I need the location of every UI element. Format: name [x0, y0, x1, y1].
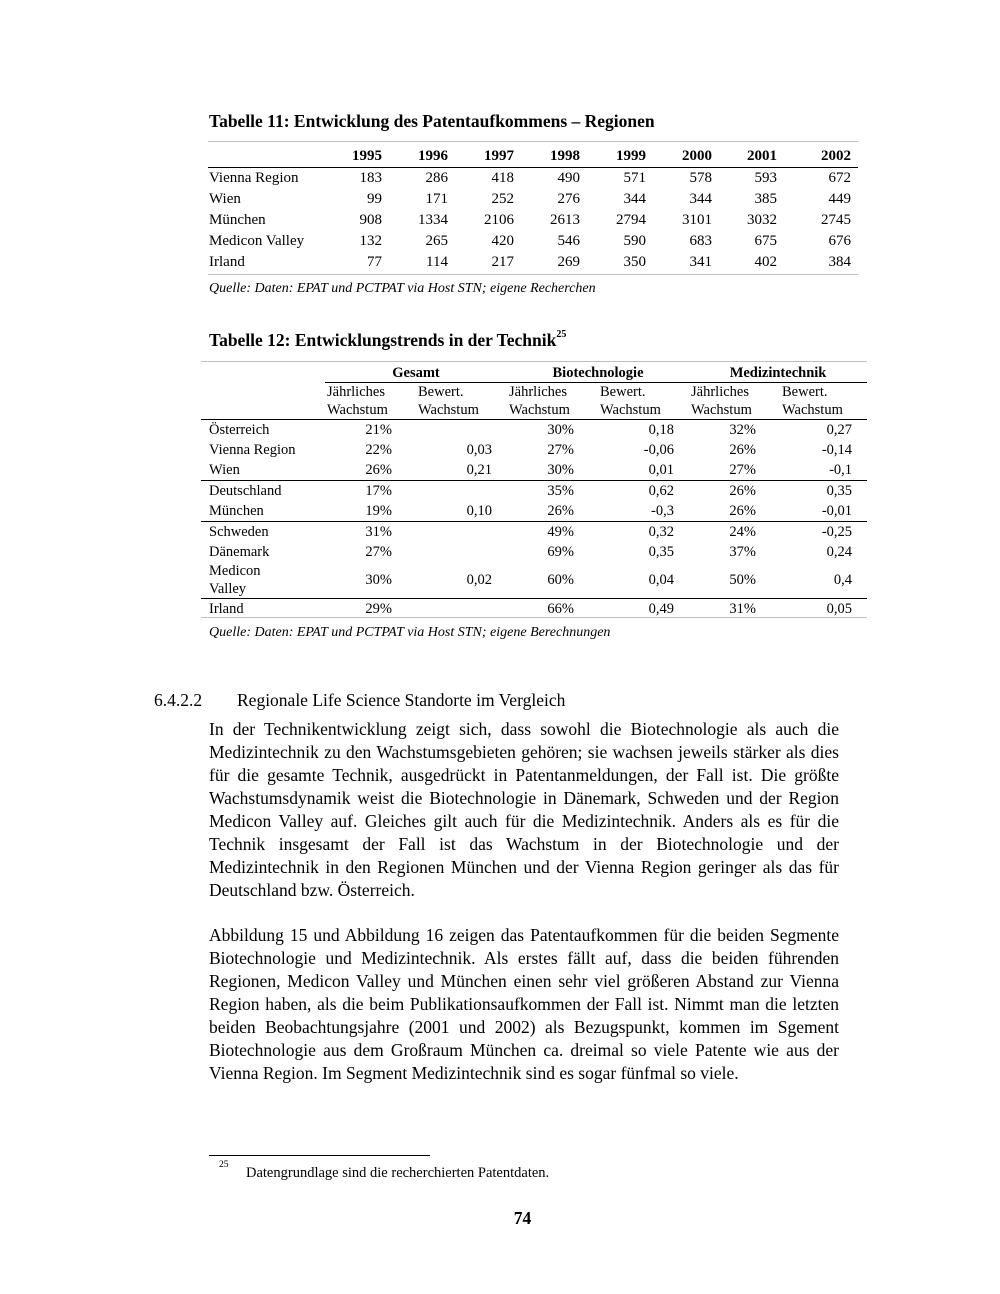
table12-row-label: Irland	[201, 599, 325, 620]
table12-group-header: Gesamt	[325, 364, 507, 383]
table11	[208, 146, 858, 273]
table12-cell: 49%	[507, 522, 598, 543]
table11-cell: 683	[689, 233, 712, 249]
table12-subheader: Wachstum	[598, 401, 689, 420]
table-row	[208, 231, 858, 252]
table12-cell: 0,02	[466, 572, 493, 588]
table12-cell	[416, 420, 507, 441]
table12-subheader: Bewert.	[600, 384, 646, 400]
table-row	[201, 501, 867, 522]
table12-cell: 37%	[729, 544, 757, 560]
table11-cell: 590	[623, 233, 646, 249]
table12-subheader: Jährliches	[691, 384, 749, 400]
table12-cell: 21%	[365, 422, 392, 438]
table11-cell: 2794	[616, 212, 646, 228]
table12-group-header: Biotechnologie	[507, 364, 689, 383]
footnote-reference: 25	[556, 329, 567, 341]
table12-cell: 0,04	[648, 572, 675, 588]
table11-bottom-rule	[208, 274, 858, 275]
table12-cell: -0,14	[821, 442, 853, 458]
table11-row-label: Medicon Valley	[209, 233, 305, 249]
table12-cell: 32%	[729, 422, 757, 438]
table-row	[201, 420, 867, 441]
table11-cell: 183	[359, 170, 382, 186]
table12-row-label: Deutschland	[201, 481, 325, 502]
table11-row-label: Irland	[209, 254, 245, 270]
table12-row-label-line: Medicon	[209, 563, 261, 579]
table12-subheader-row	[201, 401, 867, 420]
table12-group-header-row	[201, 364, 867, 383]
table12-cell: 26%	[689, 481, 780, 502]
section-number: 6.4.2.2	[154, 690, 203, 710]
footnote-number: 25	[219, 1160, 229, 1170]
table12-cell	[416, 522, 507, 543]
table12-bottom-rule	[201, 617, 867, 618]
table12-cell: 22%	[365, 442, 392, 458]
table11-cell: 402	[754, 254, 777, 270]
table11-cell: 3101	[682, 212, 712, 228]
table12-row-label: München	[209, 503, 264, 519]
table12-cell: 26%	[365, 462, 392, 478]
table12-subheader: Wachstum	[416, 401, 507, 420]
body-paragraph: Abbildung 15 und Abbildung 16 zeigen das Patentaufkommen für die beiden Segmente Biotechnologie und Medizintechnik. Als erstes fällt auf, dass die beiden führenden Regionen, Medicon Valley und München einen sehr viel größeren Abstand zur Vienna Region haben, als die beim Publikationsaufkommen der Fall ist. Nimmt man die letzten beiden Beobachtungsjahre (2001 und 2002) als Bezugspunkt, kommen im Sgement Biotechnologie aus dem Großraum München ca. dreimal so viele Patente wie aus der Vienna Region. Im Segment Medizintechnik sind es sogar fünfmal so viele.	[209, 925, 839, 1083]
table11-cell: 420	[491, 233, 514, 249]
table12-corner-cell	[201, 401, 325, 420]
table11-year-header: 2002	[784, 146, 858, 168]
table12-cell: 30%	[547, 422, 575, 438]
table-row	[208, 168, 858, 190]
table12-cell: 29%	[325, 599, 416, 620]
table12-subheader: Wachstum	[780, 401, 867, 420]
table11-caption: Tabelle 11: Entwicklung des Patentaufkommens – Regionen	[209, 111, 655, 131]
table11-cell: 2106	[484, 212, 514, 228]
table12-cell: 0,18	[648, 422, 675, 438]
table11-cell: 449	[828, 191, 851, 207]
body-paragraph: In der Technikentwicklung zeigt sich, dass sowohl die Biotechnologie als auch die Medizintechnik zu den Wachstumsgebieten gehören; sie wachsen jeweils stärker als dies für die gesamte Technik, ausgedrückt in Patentanmeldungen, der Fall ist. Die größte Wachstumsdynamik weist die Biotechnologie in Dänemark, Schweden und der Region Medicon Valley auf. Gleiches gilt auch für die Medizintechnik. Anders als es für die Technik insgesamt der Fall ist das Wachstum in der Biotechnologie und der Medizintechnik in den Regionen München und der Vienna Region geringer als das für Deutschland bzw. Österreich.	[209, 719, 839, 900]
table12-cell: 0,10	[466, 503, 493, 519]
table11-cell: 286	[425, 170, 448, 186]
table11-year-header: 1998	[521, 146, 587, 168]
table12-group-header: Medizintechnik	[689, 364, 867, 383]
table11-row-label: Vienna Region	[209, 170, 299, 186]
table11-cell: 385	[754, 191, 777, 207]
table12-subheader: Jährliches	[327, 384, 385, 400]
table11-corner-cell	[208, 146, 322, 168]
table11-year-header: 1997	[455, 146, 521, 168]
table12-corner-cell	[201, 364, 325, 383]
table12-cell: 0,32	[598, 522, 689, 543]
table11-cell: 344	[623, 191, 646, 207]
table11-cell: 132	[359, 233, 382, 249]
footnote-text: Datengrundlage sind die recherchierten Patentdaten.	[246, 1165, 550, 1181]
table12-cell	[416, 481, 507, 502]
table12-row-label: Vienna Region	[209, 442, 296, 458]
table11-cell: 114	[426, 254, 448, 270]
table12-caption-text: Tabelle 12: Entwicklungstrends in der Technik	[209, 330, 557, 350]
table12-row-label-line: Valley	[209, 581, 247, 597]
table11-source: Quelle: Daten: EPAT und PCTPAT via Host STN; eigene Recherchen	[209, 281, 596, 296]
table11-year-header: 2000	[653, 146, 719, 168]
table12-cell: 19%	[365, 503, 392, 519]
table11-cell: 344	[689, 191, 712, 207]
table12-cell	[416, 599, 507, 620]
table12-caption	[209, 330, 566, 351]
table11-cell: 490	[557, 170, 580, 186]
table11-cell: 276	[557, 191, 580, 207]
table-row	[208, 252, 858, 273]
table11-cell: 1334	[418, 212, 448, 228]
table-row	[201, 440, 867, 460]
table-row	[201, 599, 867, 620]
table-row	[201, 542, 867, 562]
table11-cell: 3032	[747, 212, 777, 228]
table11-cell: 341	[689, 254, 712, 270]
table12-cell: -0,3	[651, 503, 675, 519]
table-row	[201, 562, 867, 599]
table12-cell: -0,25	[780, 522, 867, 543]
table11-cell: 908	[359, 212, 382, 228]
table12-cell: 0,01	[648, 462, 675, 478]
table12-cell: 31%	[689, 599, 780, 620]
table12-cell: 27%	[365, 544, 392, 560]
table11-cell: 672	[828, 170, 851, 186]
table11-cell: 546	[557, 233, 580, 249]
table11-cell: 269	[557, 254, 580, 270]
table12-row-label: Wien	[209, 462, 240, 478]
table12-cell: 30%	[547, 462, 575, 478]
table11-cell: 675	[754, 233, 777, 249]
table12-cell: 0,35	[648, 544, 675, 560]
table12-corner-cell	[201, 383, 325, 402]
table12-top-rule	[201, 361, 867, 362]
table12-subheader: Wachstum	[689, 401, 780, 420]
table12-cell: 31%	[325, 522, 416, 543]
table11-header-row	[208, 146, 858, 168]
table12-source: Quelle: Daten: EPAT und PCTPAT via Host STN; eigene Berechnungen	[209, 625, 611, 640]
table-row	[201, 460, 867, 481]
table12-row-label	[201, 562, 325, 599]
table11-row-label: München	[209, 212, 266, 228]
section-title: Regionale Life Science Standorte im Vergleich	[237, 690, 566, 710]
table12-cell: 30%	[365, 572, 392, 588]
table12-row-label: Österreich	[209, 422, 270, 438]
table12-subheader: Wachstum	[325, 401, 416, 420]
table11-year-header: 1999	[587, 146, 653, 168]
table12-cell: -0,06	[643, 442, 675, 458]
table12-cell: 66%	[507, 599, 598, 620]
table12-cell: 26%	[729, 503, 757, 519]
table11-year-header: 1995	[322, 146, 389, 168]
table11-top-rule	[208, 141, 858, 142]
table12-cell: 0,4	[833, 572, 853, 588]
table12-subheader-row	[201, 383, 867, 402]
table-row	[208, 210, 858, 231]
table12-cell: -0,1	[829, 462, 853, 478]
table12-cell	[416, 542, 507, 562]
table11-cell: 571	[623, 170, 646, 186]
table12-cell: 0,35	[780, 481, 867, 502]
table12-cell: 0,21	[466, 462, 493, 478]
table-row	[208, 189, 858, 210]
table11-cell: 265	[425, 233, 448, 249]
table11-year-header: 1996	[389, 146, 455, 168]
table11-cell: 578	[689, 170, 712, 186]
table11-cell: 171	[425, 191, 448, 207]
table12-row-label: Schweden	[201, 522, 325, 543]
table12-cell: 60%	[547, 572, 575, 588]
table-row	[201, 522, 867, 543]
table12-cell: 69%	[547, 544, 575, 560]
table12-subheader: Bewert.	[418, 384, 464, 400]
table11-cell: 217	[491, 254, 514, 270]
table12	[201, 364, 867, 619]
table12-cell: 27%	[729, 462, 757, 478]
table11-cell: 77	[367, 254, 382, 270]
table12-cell: 0,05	[780, 599, 867, 620]
page-number: 74	[513, 1208, 532, 1228]
table12-cell: 24%	[689, 522, 780, 543]
table12-cell: 0,49	[598, 599, 689, 620]
table11-cell: 350	[623, 254, 646, 270]
table11-row-label: Wien	[209, 191, 241, 207]
table11-cell: 2613	[550, 212, 580, 228]
table12-cell: 0,62	[598, 481, 689, 502]
table-row	[201, 481, 867, 502]
table12-subheader: Jährliches	[509, 384, 567, 400]
table11-cell: 2745	[821, 212, 851, 228]
table12-subheader: Wachstum	[507, 401, 598, 420]
table12-cell: 26%	[729, 442, 757, 458]
table12-cell: 0,03	[466, 442, 493, 458]
table12-subheader: Bewert.	[782, 384, 828, 400]
table12-cell: 27%	[547, 442, 575, 458]
table12-cell: 0,27	[826, 422, 853, 438]
table12-cell: 17%	[325, 481, 416, 502]
table11-cell: 418	[491, 170, 514, 186]
table11-cell: 99	[367, 191, 382, 207]
table11-cell: 593	[754, 170, 777, 186]
table11-year-header: 2001	[719, 146, 784, 168]
table11-cell: 676	[828, 233, 851, 249]
table12-cell: 0,24	[826, 544, 853, 560]
table11-cell: 384	[828, 254, 851, 270]
table12-cell: -0,01	[821, 503, 853, 519]
table12-cell: 26%	[547, 503, 575, 519]
table11-cell: 252	[491, 191, 514, 207]
table12-cell: 35%	[507, 481, 598, 502]
table12-row-label: Dänemark	[209, 544, 270, 560]
table12-cell: 50%	[729, 572, 757, 588]
footnote-rule	[209, 1155, 430, 1156]
